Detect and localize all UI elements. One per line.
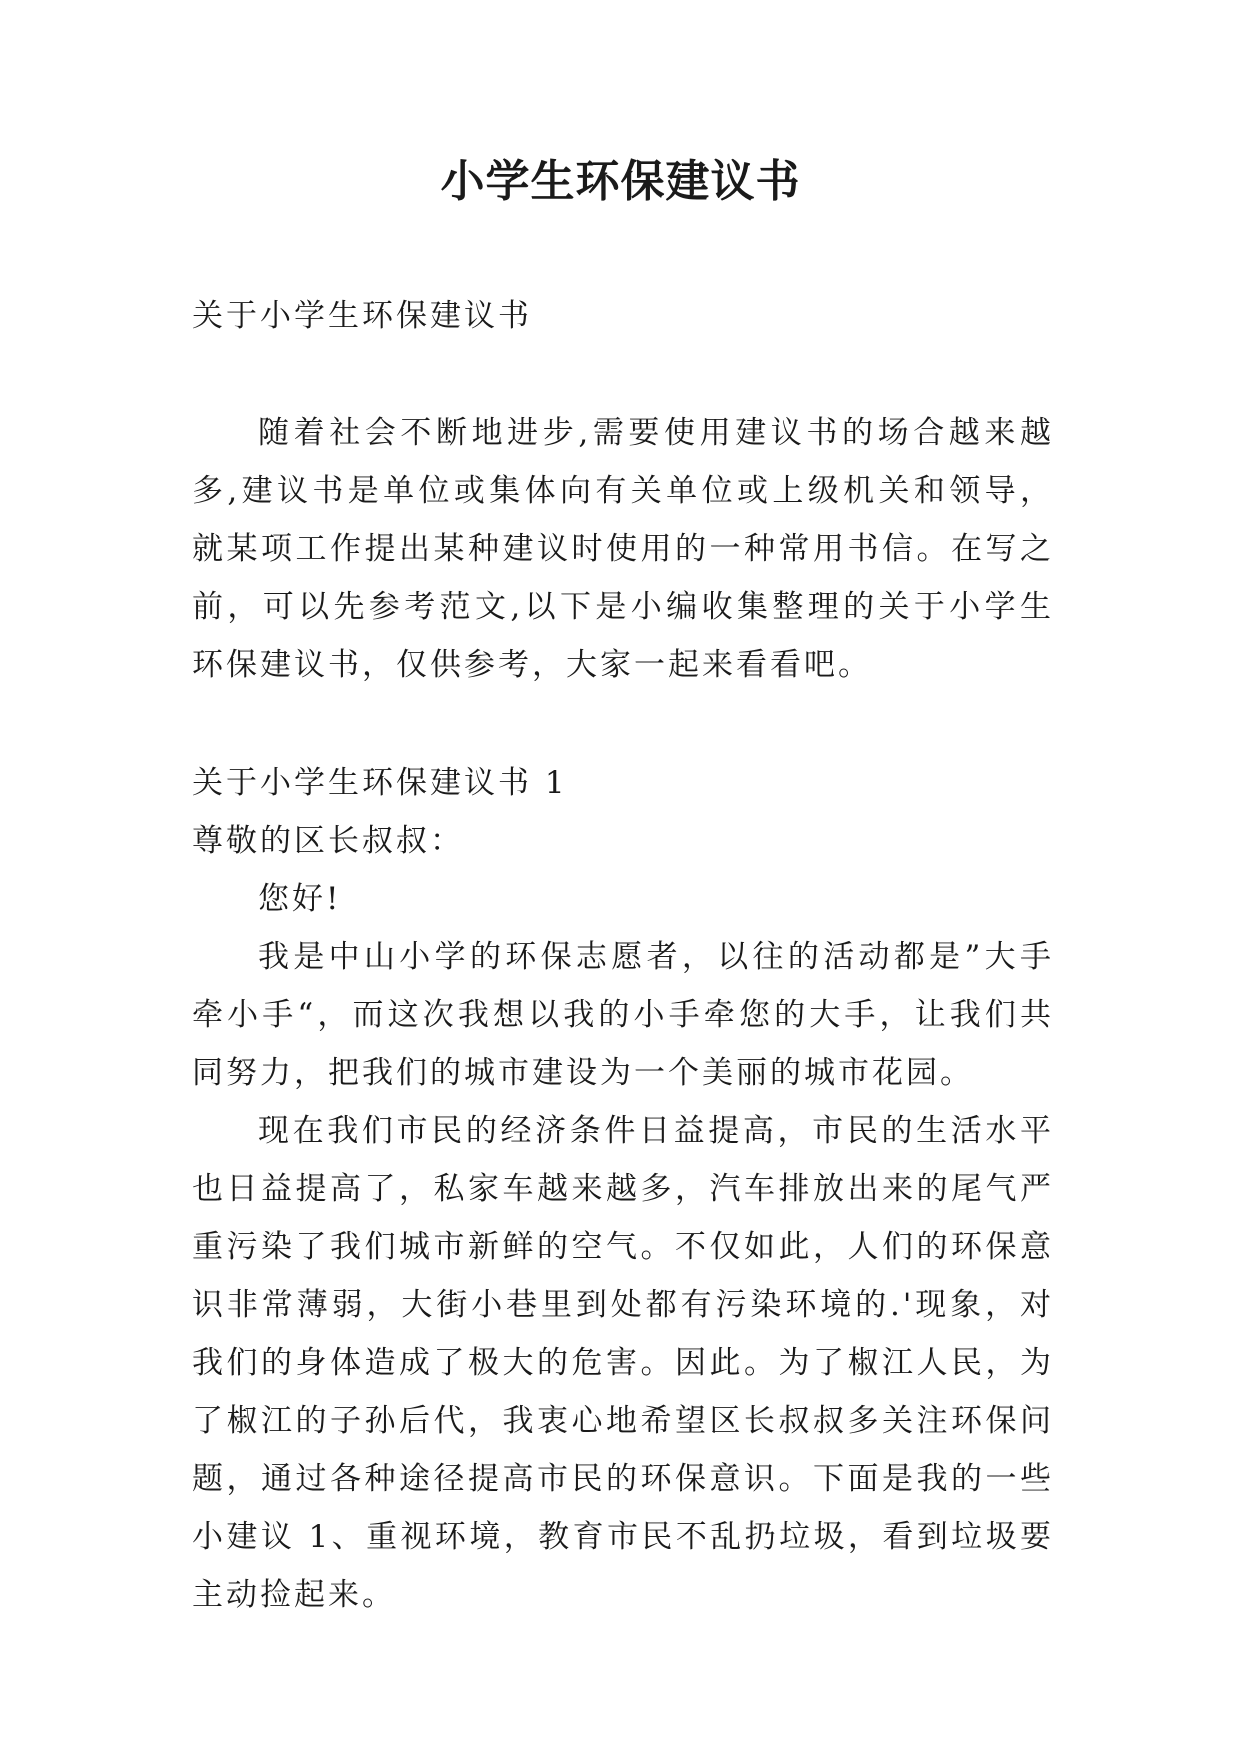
section-title: 关于小学生环保建议书 1	[192, 765, 568, 801]
body-paragraph-2: 现在我们市民的经济条件日益提高，市民的生活水平也日益提高了，私家车越来越多，汽车排放出来的尾气严重污染了我们城市新鲜的空气。不仅如此，人们的环保意识非常薄弱，大街小巷里到处都有污染环境的.'现象，对我们的身体造成了极大的危害。因此。为了椒江人民，为了椒江的子孙后代，我衷心地希望区长叔叔多关注环保问题，通过各种途径提高市民的环保意识。下面是我的一些小建议 1、重视环境，教育市民不乱扔垃圾，看到垃圾要主动捡起来。	[192, 1113, 1054, 1613]
body-paragraph-1: 我是中山小学的环保志愿者，以往的活动都是”大手牵小手“，而这次我想以我的小手牵您的大手，让我们共同努力，把我们的城市建设为一个美丽的城市花园。	[192, 939, 1054, 1091]
page-title: 小学生环保建议书	[440, 156, 801, 207]
greeting: 您好!	[258, 881, 342, 917]
intro-paragraph: 随着社会不断地进步,需要使用建议书的场合越来越多,建议书是单位或集体向有关单位或上级机关和领导，就某项工作提出某种建议时使用的一种常用书信。在写之前，可以先参考范文,以下是小编收集整理的关于小学生环保建议书，仅供参考，大家一起来看看吧。	[192, 415, 1054, 683]
subtitle: 关于小学生环保建议书	[192, 298, 532, 334]
salutation: 尊敬的区长叔叔：	[192, 823, 464, 859]
